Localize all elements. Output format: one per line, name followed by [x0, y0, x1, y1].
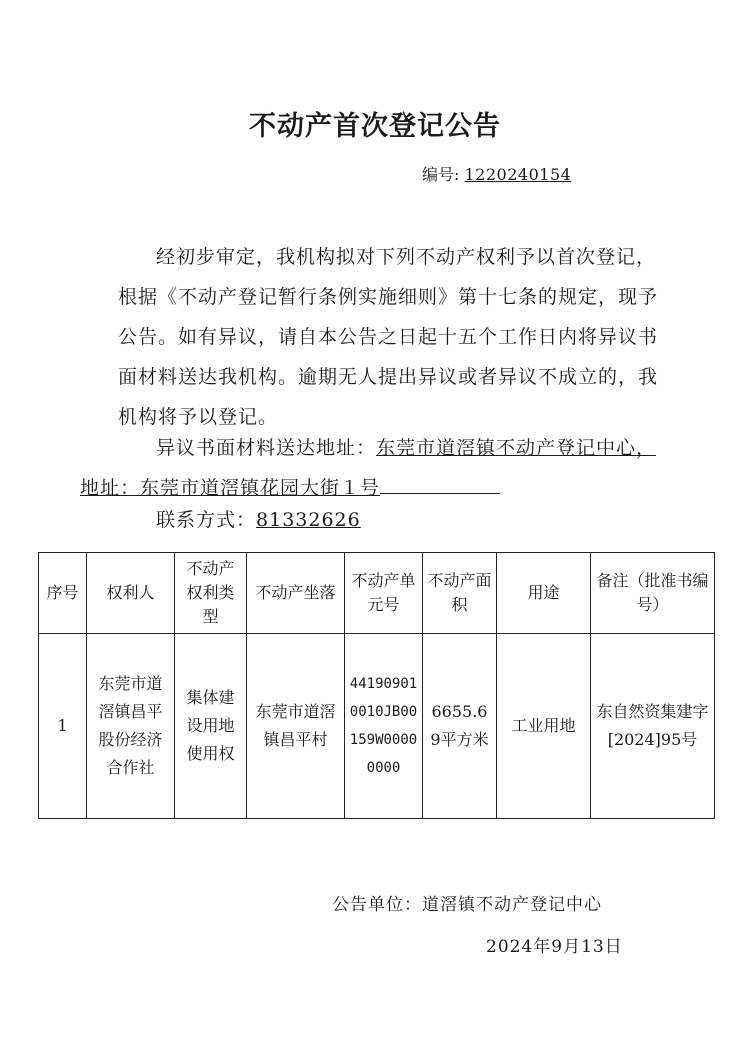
- document-number-label: 编号:: [422, 165, 460, 184]
- contact-label: 联系方式：: [156, 509, 257, 531]
- cell-seq: 1: [39, 634, 87, 819]
- document-title: 不动产首次登记公告: [249, 111, 501, 142]
- issuing-unit-value: 道滘镇不动产登记中心: [422, 895, 602, 915]
- cell-right-type: 集体建设用地使用权: [175, 634, 247, 819]
- contact-block: [118, 500, 658, 540]
- issue-date: 2024年9月13日: [486, 937, 623, 957]
- objection-address-street: 地址：东莞市道滘镇花园大街１号: [80, 477, 381, 499]
- cell-holder: 东莞市道滘镇昌平股份经济合作社: [87, 634, 175, 819]
- cell-usage: 工业用地: [497, 634, 591, 819]
- header-right-type: 不动产权利类型: [175, 553, 247, 634]
- table-row: [39, 634, 715, 819]
- header-remark: 备注（批准书编号）: [591, 553, 715, 634]
- cell-location: 东莞市道滘镇昌平村: [247, 634, 345, 819]
- table-header-row: [39, 553, 715, 634]
- header-area: 不动产面积: [423, 553, 497, 634]
- document-number-value: 1220240154: [464, 165, 572, 184]
- issuing-unit: [332, 890, 602, 915]
- objection-address-block: [80, 428, 658, 508]
- header-unit-no: 不动产单元号: [345, 553, 423, 634]
- cell-unit-no: 441909010010JB00159W00000000: [345, 634, 423, 819]
- header-seq: 序号: [39, 553, 87, 634]
- contact-phone: 81332626: [256, 509, 361, 531]
- underline-filler: [380, 473, 500, 494]
- issuing-unit-label: 公告单位：: [332, 895, 422, 915]
- registration-table: [38, 552, 715, 819]
- objection-address-org: 东莞市道滘镇不动产登记中心，: [376, 437, 657, 459]
- objection-address-label: 异议书面材料送达地址：: [156, 437, 377, 459]
- cell-area: 6655.69平方米: [423, 634, 497, 819]
- header-location: 不动产坐落: [247, 553, 345, 634]
- document-number: [422, 162, 571, 185]
- cell-remark: 东自然资集建字[2024]95号: [591, 634, 715, 819]
- header-usage: 用途: [497, 553, 591, 634]
- announcement-paragraph: 经初步审定，我机构拟对下列不动产权利予以首次登记，根据《不动产登记暂行条例实施细则》第十七条的规定，现予公告。如有异议，请自本公告之日起十五个工作日内将异议书面材料送达我机构。逾期无人提出异议或者异议不成立的，我机构将予以登记。: [118, 246, 659, 428]
- header-holder: 权利人: [87, 553, 175, 634]
